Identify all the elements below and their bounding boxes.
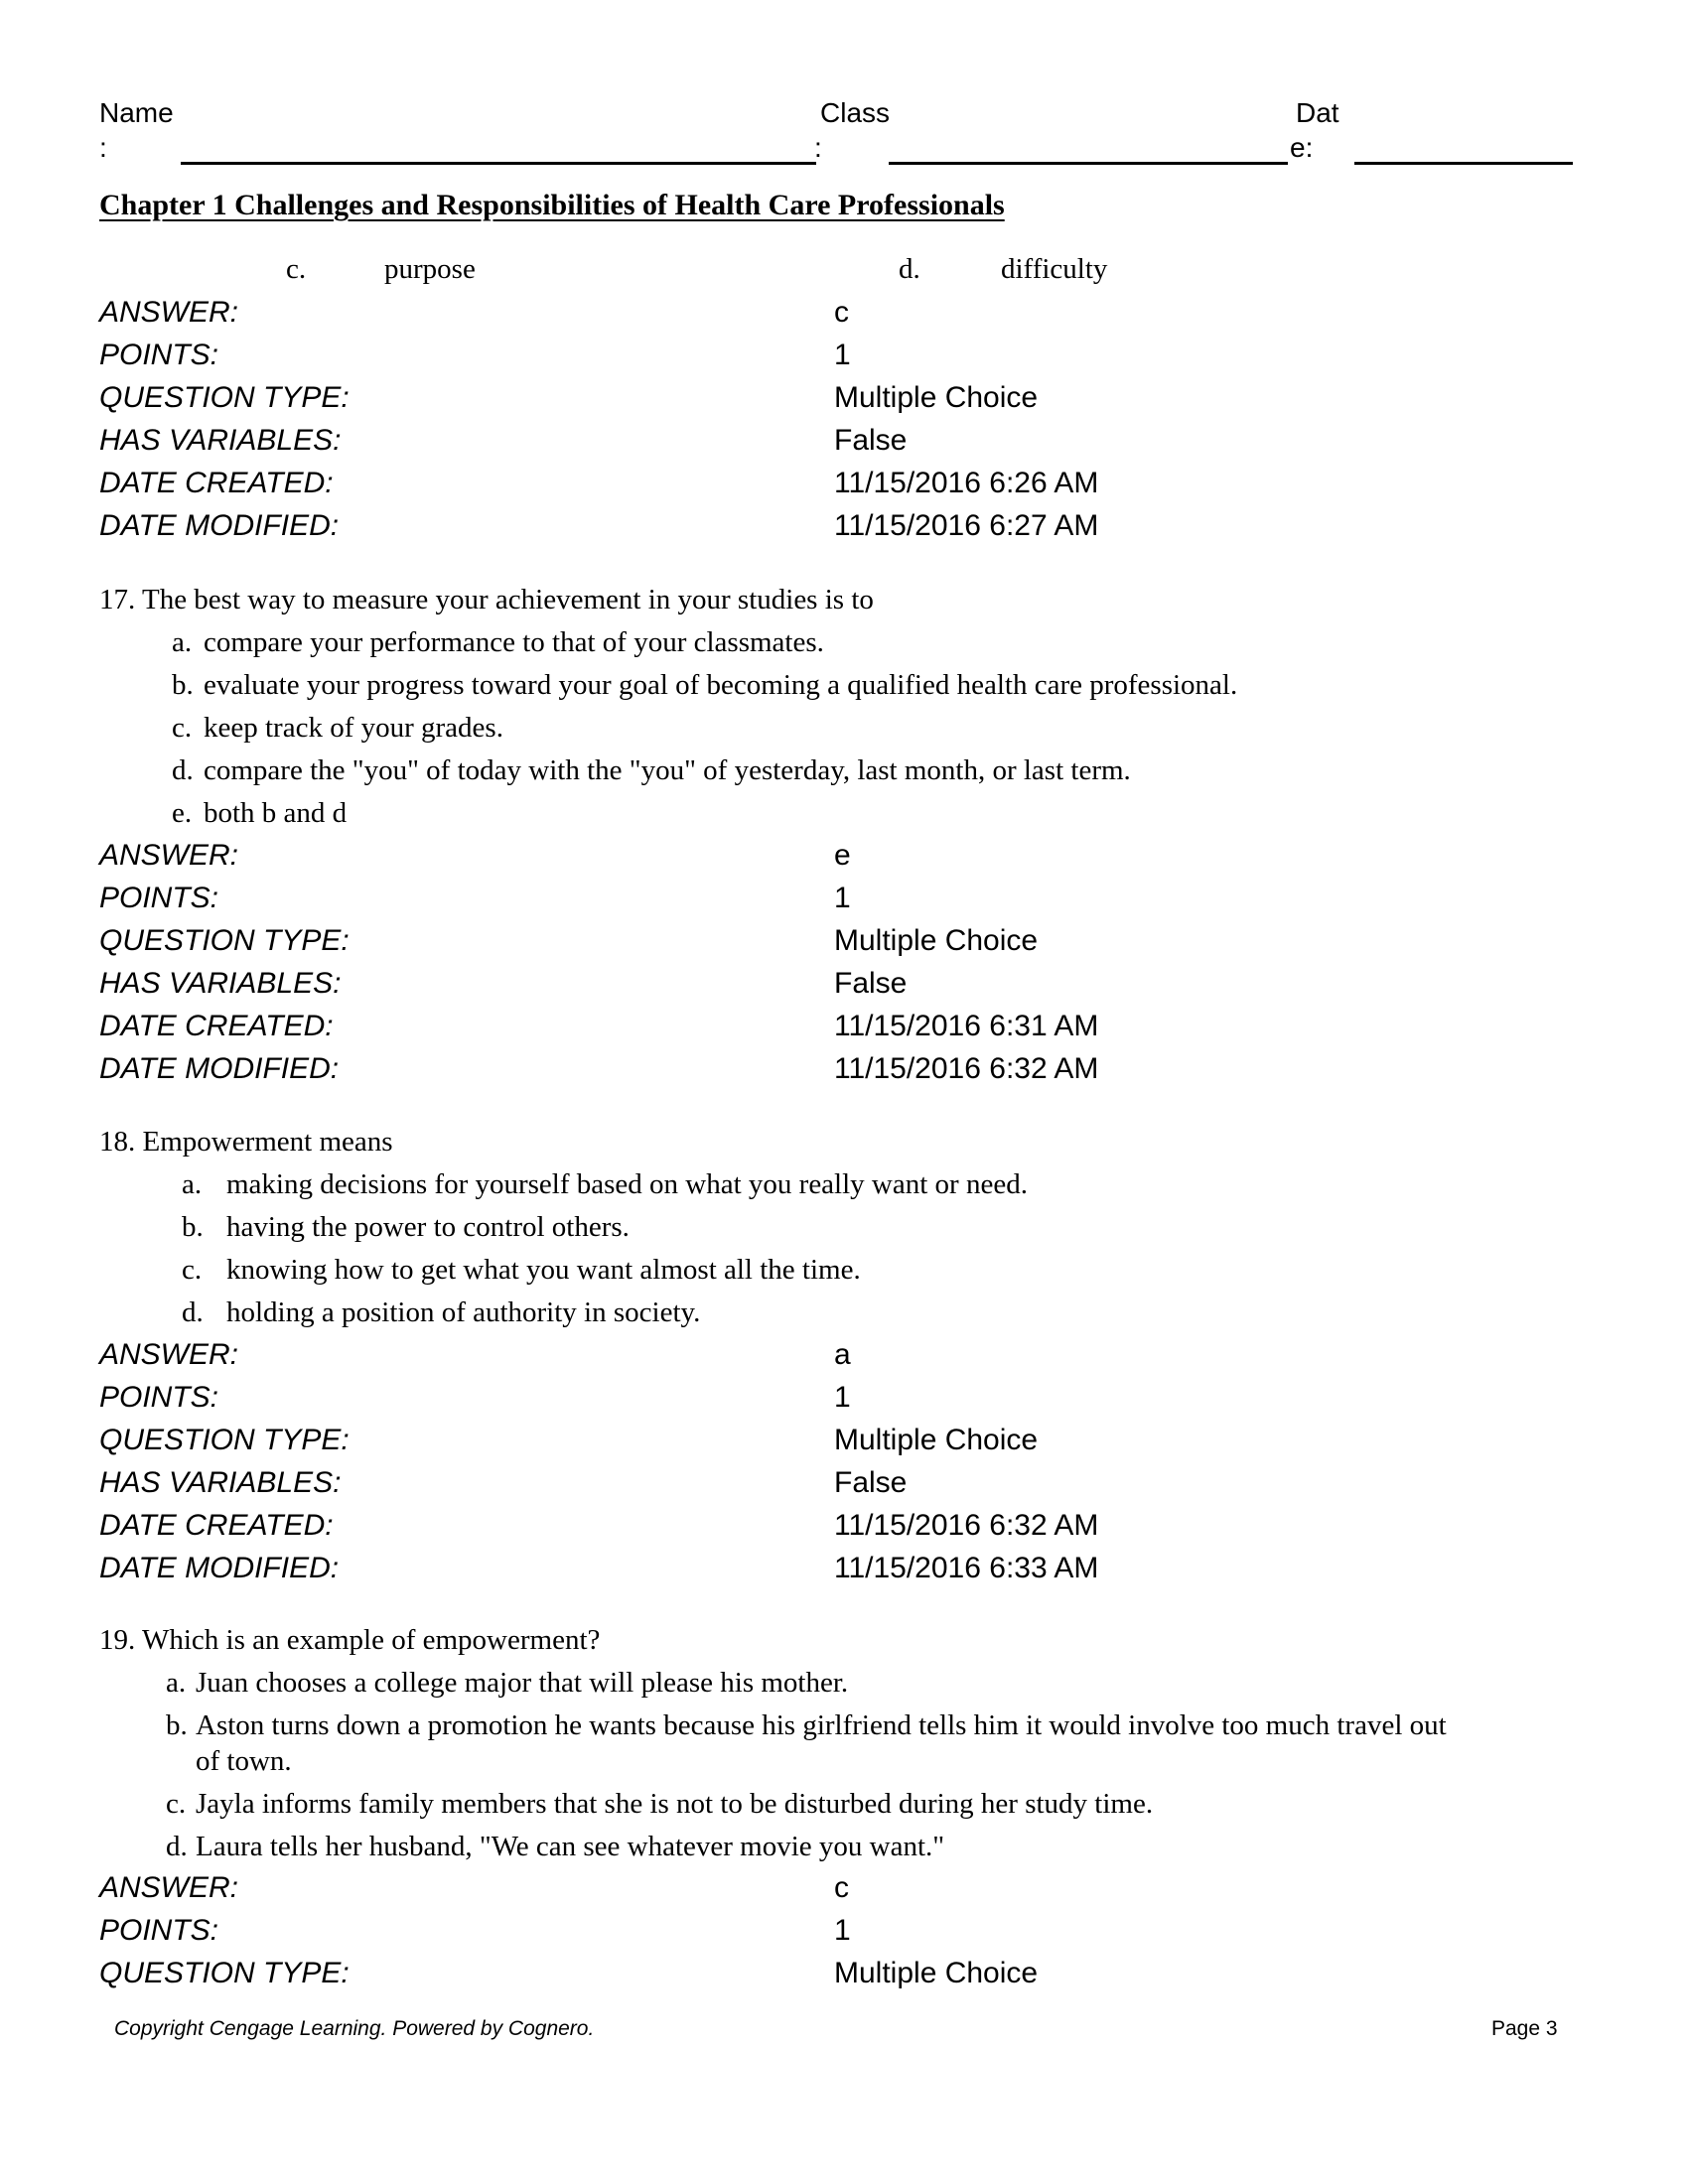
meta-answer-value: c [834, 296, 849, 329]
meta-variables-value: False [834, 424, 908, 457]
meta-type-value: Multiple Choice [834, 381, 1039, 414]
option-letter: b. [182, 1211, 204, 1243]
meta-answer-label: ANSWER: [99, 839, 239, 872]
option-text: making decisions for yourself based on what you really want or need. [226, 1168, 1028, 1200]
meta-answer-value: e [834, 839, 851, 872]
option-letter: d. [182, 1297, 204, 1328]
meta-answer-label: ANSWER: [99, 296, 239, 329]
option-text: Laura tells her husband, "We can see whatever movie you want." [196, 1831, 945, 1862]
option-letter: c. [182, 1254, 203, 1286]
name-label-colon: : [99, 132, 107, 163]
meta-points-value: 1 [834, 339, 851, 371]
meta-created-value: 11/15/2016 6:32 AM [834, 1509, 1099, 1542]
meta-created-label: DATE CREATED: [99, 1509, 334, 1542]
option-letter: d. [899, 253, 920, 285]
meta-variables-value: False [834, 1466, 908, 1499]
class-label-colon: : [814, 132, 822, 163]
meta-type-value: Multiple Choice [834, 1424, 1039, 1456]
question-stem: 18. Empowerment means [99, 1126, 393, 1158]
option-text: compare your performance to that of your classmates. [204, 626, 824, 658]
page-number: Page 3 [1491, 2017, 1558, 2040]
meta-modified-label: DATE MODIFIED: [99, 509, 340, 542]
meta-type-label: QUESTION TYPE: [99, 924, 350, 957]
option-text: Aston turns down a promotion he wants because his girlfriend tells him it would involve too much travel out [196, 1709, 1447, 1741]
meta-modified-label: DATE MODIFIED: [99, 1052, 340, 1085]
meta-variables-label: HAS VARIABLES: [99, 967, 342, 1000]
option-text: keep track of your grades. [204, 712, 503, 744]
class-label: Class [820, 97, 891, 128]
meta-points-value: 1 [834, 882, 851, 914]
copyright-text: Copyright Cengage Learning. Powered by Cognero. [114, 2017, 595, 2040]
option-letter: e. [172, 797, 193, 829]
date-label: Dat [1296, 97, 1339, 128]
meta-points-label: POINTS: [99, 339, 219, 371]
meta-type-label: QUESTION TYPE: [99, 381, 350, 414]
option-text: difficulty [1001, 253, 1108, 285]
meta-answer-label: ANSWER: [99, 1871, 239, 1904]
meta-points-value: 1 [834, 1914, 851, 1947]
option-text-continued: of town. [196, 1745, 292, 1777]
option-letter: d. [166, 1831, 188, 1862]
meta-points-label: POINTS: [99, 1914, 219, 1947]
meta-points-label: POINTS: [99, 1381, 219, 1414]
meta-points-value: 1 [834, 1381, 851, 1414]
question-stem: 17. The best way to measure your achievement in your studies is to [99, 584, 874, 615]
question-stem: 19. Which is an example of empowerment? [99, 1624, 601, 1656]
option-letter: a. [172, 626, 193, 658]
option-text: Juan chooses a college major that will please his mother. [196, 1667, 849, 1699]
meta-type-value: Multiple Choice [834, 1957, 1039, 1989]
date-label-suffix: e: [1290, 132, 1314, 163]
meta-modified-label: DATE MODIFIED: [99, 1552, 340, 1584]
meta-created-value: 11/15/2016 6:26 AM [834, 467, 1099, 499]
meta-variables-value: False [834, 967, 908, 1000]
meta-type-label: QUESTION TYPE: [99, 1957, 350, 1989]
option-text: knowing how to get what you want almost all the time. [226, 1254, 861, 1286]
option-letter: c. [286, 253, 307, 285]
name-field[interactable] [181, 162, 816, 165]
meta-created-value: 11/15/2016 6:31 AM [834, 1010, 1099, 1042]
option-letter: a. [182, 1168, 203, 1200]
meta-created-label: DATE CREATED: [99, 467, 334, 499]
option-text: purpose [384, 253, 476, 285]
meta-points-label: POINTS: [99, 882, 219, 914]
option-letter: b. [166, 1709, 188, 1741]
option-text: evaluate your progress toward your goal of becoming a qualified health care professional. [204, 669, 1238, 701]
option-letter: a. [166, 1667, 187, 1699]
class-field[interactable] [889, 162, 1288, 165]
option-text: compare the "you" of today with the "you" of yesterday, last month, or last term. [204, 754, 1131, 786]
meta-modified-value: 11/15/2016 6:33 AM [834, 1552, 1099, 1584]
meta-answer-label: ANSWER: [99, 1338, 239, 1371]
option-text: having the power to control others. [226, 1211, 630, 1243]
option-text: both b and d [204, 797, 348, 829]
meta-answer-value: c [834, 1871, 849, 1904]
meta-modified-value: 11/15/2016 6:27 AM [834, 509, 1099, 542]
meta-type-label: QUESTION TYPE: [99, 1424, 350, 1456]
option-letter: c. [166, 1788, 187, 1820]
meta-variables-label: HAS VARIABLES: [99, 424, 342, 457]
chapter-title: Chapter 1 Challenges and Responsibilities of Health Care Professionals [99, 189, 1005, 221]
option-letter: b. [172, 669, 194, 701]
meta-variables-label: HAS VARIABLES: [99, 1466, 342, 1499]
meta-created-label: DATE CREATED: [99, 1010, 334, 1042]
option-letter: d. [172, 754, 194, 786]
option-letter: c. [172, 712, 193, 744]
option-text: holding a position of authority in society. [226, 1297, 701, 1328]
option-text: Jayla informs family members that she is not to be disturbed during her study time. [196, 1788, 1154, 1820]
meta-type-value: Multiple Choice [834, 924, 1039, 957]
date-field[interactable] [1354, 162, 1573, 165]
name-label: Name [99, 97, 174, 128]
meta-answer-value: a [834, 1338, 851, 1371]
meta-modified-value: 11/15/2016 6:32 AM [834, 1052, 1099, 1085]
